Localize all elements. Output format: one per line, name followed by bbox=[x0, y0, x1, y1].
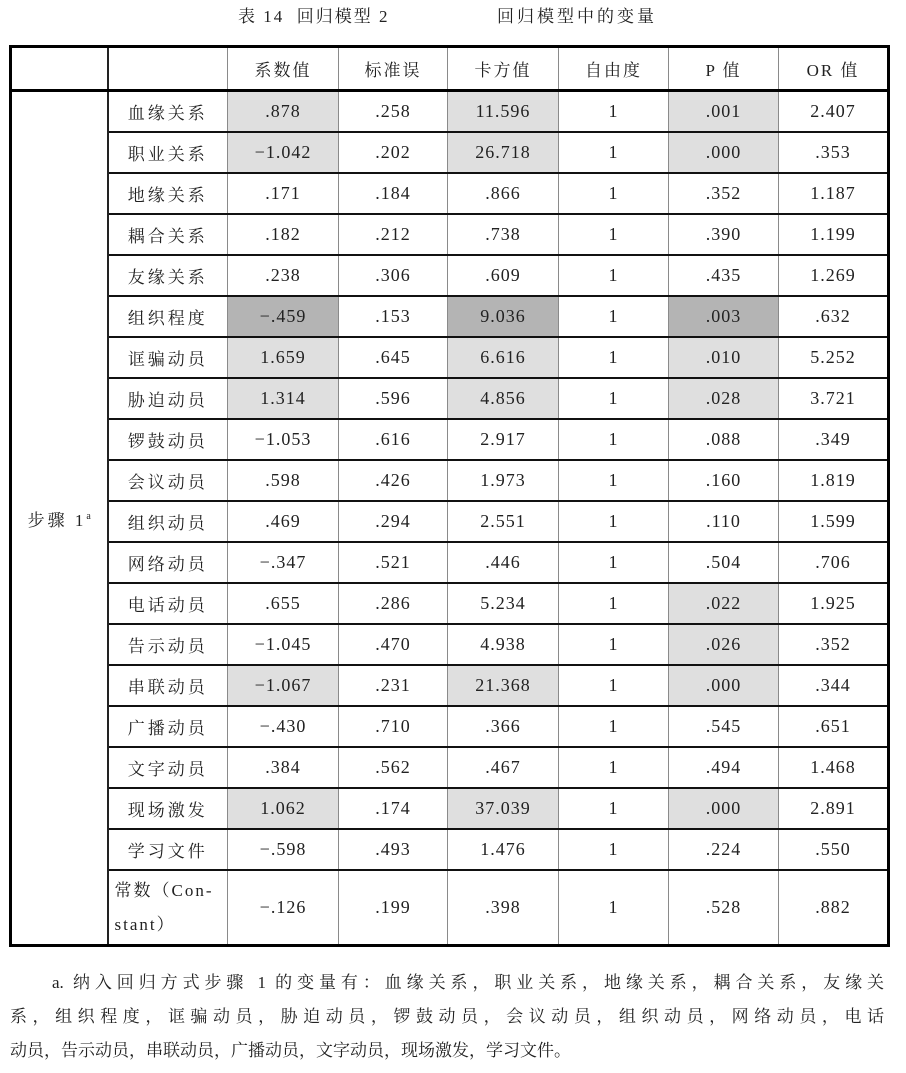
coef-cell: .238 bbox=[228, 255, 339, 296]
chi-cell: 11.596 bbox=[448, 91, 559, 133]
chi-cell: 21.368 bbox=[448, 665, 559, 706]
table-subtitle: 回归模型中的变量 bbox=[497, 7, 657, 26]
se-cell: .258 bbox=[339, 91, 448, 133]
header-or-value: OR 值 bbox=[779, 47, 889, 91]
coef-cell: .384 bbox=[228, 747, 339, 788]
table-row bbox=[11, 296, 889, 337]
se-cell: .645 bbox=[339, 337, 448, 378]
chi-cell: .866 bbox=[448, 173, 559, 214]
df-cell: 1 bbox=[559, 296, 669, 337]
table-row bbox=[11, 829, 889, 870]
header-df: 自由度 bbox=[559, 47, 669, 91]
df-cell: 1 bbox=[559, 583, 669, 624]
chi-cell: 26.718 bbox=[448, 132, 559, 173]
se-cell: .493 bbox=[339, 829, 448, 870]
or-cell: 2.891 bbox=[779, 788, 889, 829]
se-cell: .286 bbox=[339, 583, 448, 624]
p-cell: .010 bbox=[669, 337, 779, 378]
variable-name: 血缘关系 bbox=[108, 91, 228, 133]
or-cell: 1.468 bbox=[779, 747, 889, 788]
p-cell: .000 bbox=[669, 132, 779, 173]
table-row bbox=[11, 624, 889, 665]
variable-name: 组织动员 bbox=[108, 501, 228, 542]
variable-name: 胁迫动员 bbox=[108, 378, 228, 419]
variable-name: 友缘关系 bbox=[108, 255, 228, 296]
or-cell: .882 bbox=[779, 870, 889, 946]
df-cell: 1 bbox=[559, 132, 669, 173]
coef-cell: .182 bbox=[228, 214, 339, 255]
df-cell: 1 bbox=[559, 706, 669, 747]
or-cell: .632 bbox=[779, 296, 889, 337]
or-cell: 1.819 bbox=[779, 460, 889, 501]
coef-cell: −1.053 bbox=[228, 419, 339, 460]
coef-cell: .878 bbox=[228, 91, 339, 133]
chi-cell: 9.036 bbox=[448, 296, 559, 337]
or-cell: 1.925 bbox=[779, 583, 889, 624]
coef-cell: −.126 bbox=[228, 870, 339, 946]
table-row bbox=[11, 91, 889, 133]
se-cell: .616 bbox=[339, 419, 448, 460]
se-cell: .470 bbox=[339, 624, 448, 665]
table-row bbox=[11, 583, 889, 624]
df-cell: 1 bbox=[559, 501, 669, 542]
p-cell: .110 bbox=[669, 501, 779, 542]
variable-name: 锣鼓动员 bbox=[108, 419, 228, 460]
header-blank-variable bbox=[108, 47, 228, 91]
or-cell: .550 bbox=[779, 829, 889, 870]
coef-cell: 1.314 bbox=[228, 378, 339, 419]
or-cell: 5.252 bbox=[779, 337, 889, 378]
variable-name: 组织程度 bbox=[108, 296, 228, 337]
chi-cell: 37.039 bbox=[448, 788, 559, 829]
p-cell: .000 bbox=[669, 665, 779, 706]
p-cell: .352 bbox=[669, 173, 779, 214]
df-cell: 1 bbox=[559, 665, 669, 706]
chi-cell: .609 bbox=[448, 255, 559, 296]
header-blank-step bbox=[11, 47, 108, 91]
df-cell: 1 bbox=[559, 378, 669, 419]
table-row bbox=[11, 132, 889, 173]
chi-cell: 4.856 bbox=[448, 378, 559, 419]
table-row bbox=[11, 788, 889, 829]
variable-name: 学习文件 bbox=[108, 829, 228, 870]
p-cell: .026 bbox=[669, 624, 779, 665]
df-cell: 1 bbox=[559, 829, 669, 870]
p-cell: .545 bbox=[669, 706, 779, 747]
df-cell: 1 bbox=[559, 460, 669, 501]
p-cell: .390 bbox=[669, 214, 779, 255]
coef-cell: .469 bbox=[228, 501, 339, 542]
coef-cell: −1.067 bbox=[228, 665, 339, 706]
or-cell: 3.721 bbox=[779, 378, 889, 419]
header-chi-square: 卡方值 bbox=[448, 47, 559, 91]
p-cell: .028 bbox=[669, 378, 779, 419]
constant-name bbox=[108, 870, 228, 946]
coef-cell: −.430 bbox=[228, 706, 339, 747]
coef-cell: .655 bbox=[228, 583, 339, 624]
chi-cell: 2.551 bbox=[448, 501, 559, 542]
variable-name: 耦合关系 bbox=[108, 214, 228, 255]
coef-cell: 1.062 bbox=[228, 788, 339, 829]
chi-cell: .398 bbox=[448, 870, 559, 946]
header-se: 标准误 bbox=[339, 47, 448, 91]
or-cell: .651 bbox=[779, 706, 889, 747]
p-cell: .022 bbox=[669, 583, 779, 624]
footnote-line: a. 纳入回归方式步骤 1 的变量有：血缘关系，职业关系，地缘关系，耦合关系，友缘关 bbox=[52, 973, 884, 992]
table-caption bbox=[0, 6, 906, 30]
or-cell: .344 bbox=[779, 665, 889, 706]
coef-cell: −1.042 bbox=[228, 132, 339, 173]
step-label bbox=[11, 91, 108, 946]
p-cell: .435 bbox=[669, 255, 779, 296]
coef-cell: .171 bbox=[228, 173, 339, 214]
or-cell: .349 bbox=[779, 419, 889, 460]
p-cell: .528 bbox=[669, 870, 779, 946]
or-cell: 2.407 bbox=[779, 91, 889, 133]
df-cell: 1 bbox=[559, 788, 669, 829]
se-cell: .184 bbox=[339, 173, 448, 214]
p-cell: .504 bbox=[669, 542, 779, 583]
df-cell: 1 bbox=[559, 337, 669, 378]
coef-cell: −1.045 bbox=[228, 624, 339, 665]
se-cell: .212 bbox=[339, 214, 448, 255]
table-row bbox=[11, 214, 889, 255]
coef-cell: −.347 bbox=[228, 542, 339, 583]
constant-row bbox=[11, 870, 889, 946]
variable-name: 文字动员 bbox=[108, 747, 228, 788]
df-cell: 1 bbox=[559, 91, 669, 133]
chi-cell: .446 bbox=[448, 542, 559, 583]
table-row bbox=[11, 542, 889, 583]
se-cell: .153 bbox=[339, 296, 448, 337]
footnote-line: 系，组织程度，诓骗动员，胁迫动员，锣鼓动员，会议动员，组织动员，网络动员，电话 bbox=[10, 1007, 884, 1026]
variable-name: 告示动员 bbox=[108, 624, 228, 665]
table-number-title: 表 14 回归模型 2 bbox=[238, 7, 390, 26]
table-row bbox=[11, 173, 889, 214]
df-cell: 1 bbox=[559, 214, 669, 255]
se-cell: .174 bbox=[339, 788, 448, 829]
chi-cell: 4.938 bbox=[448, 624, 559, 665]
df-cell: 1 bbox=[559, 870, 669, 946]
footnote-marker: a bbox=[86, 510, 91, 522]
or-cell: .706 bbox=[779, 542, 889, 583]
or-cell: 1.269 bbox=[779, 255, 889, 296]
p-cell: .494 bbox=[669, 747, 779, 788]
variable-name: 地缘关系 bbox=[108, 173, 228, 214]
se-cell: .596 bbox=[339, 378, 448, 419]
se-cell: .306 bbox=[339, 255, 448, 296]
table-row bbox=[11, 706, 889, 747]
header-coef: 系数值 bbox=[228, 47, 339, 91]
variable-name: 网络动员 bbox=[108, 542, 228, 583]
header-p-value: P 值 bbox=[669, 47, 779, 91]
table-row bbox=[11, 501, 889, 542]
df-cell: 1 bbox=[559, 255, 669, 296]
df-cell: 1 bbox=[559, 173, 669, 214]
or-cell: 1.199 bbox=[779, 214, 889, 255]
variable-name: 串联动员 bbox=[108, 665, 228, 706]
variable-name: 职业关系 bbox=[108, 132, 228, 173]
se-cell: .710 bbox=[339, 706, 448, 747]
coef-cell: −.598 bbox=[228, 829, 339, 870]
or-cell: .353 bbox=[779, 132, 889, 173]
table-row bbox=[11, 460, 889, 501]
variable-name: 广播动员 bbox=[108, 706, 228, 747]
se-cell: .202 bbox=[339, 132, 448, 173]
coef-cell: −.459 bbox=[228, 296, 339, 337]
p-cell: .224 bbox=[669, 829, 779, 870]
p-cell: .000 bbox=[669, 788, 779, 829]
chi-cell: .366 bbox=[448, 706, 559, 747]
table-row bbox=[11, 337, 889, 378]
se-cell: .521 bbox=[339, 542, 448, 583]
regression-variables-table bbox=[9, 45, 890, 947]
se-cell: .231 bbox=[339, 665, 448, 706]
p-cell: .160 bbox=[669, 460, 779, 501]
table-row bbox=[11, 747, 889, 788]
df-cell: 1 bbox=[559, 542, 669, 583]
constant-name-line2: stant） bbox=[114, 914, 176, 934]
df-cell: 1 bbox=[559, 419, 669, 460]
table-row bbox=[11, 255, 889, 296]
chi-cell: .738 bbox=[448, 214, 559, 255]
coef-cell: .598 bbox=[228, 460, 339, 501]
constant-name-line1: 常数（Con- bbox=[114, 880, 214, 900]
p-cell: .003 bbox=[669, 296, 779, 337]
se-cell: .199 bbox=[339, 870, 448, 946]
table-row bbox=[11, 665, 889, 706]
se-cell: .426 bbox=[339, 460, 448, 501]
footnote-line: 动员，告示动员，串联动员，广播动员，文字动员，现场激发，学习文件。 bbox=[10, 1041, 571, 1060]
chi-cell: 6.616 bbox=[448, 337, 559, 378]
step-text: 步骤 1 bbox=[27, 510, 87, 530]
or-cell: 1.187 bbox=[779, 173, 889, 214]
variable-name: 电话动员 bbox=[108, 583, 228, 624]
or-cell: 1.599 bbox=[779, 501, 889, 542]
table-row bbox=[11, 419, 889, 460]
header-row bbox=[11, 47, 889, 91]
p-cell: .001 bbox=[669, 91, 779, 133]
variable-name: 会议动员 bbox=[108, 460, 228, 501]
se-cell: .294 bbox=[339, 501, 448, 542]
chi-cell: 1.973 bbox=[448, 460, 559, 501]
coef-cell: 1.659 bbox=[228, 337, 339, 378]
df-cell: 1 bbox=[559, 747, 669, 788]
p-cell: .088 bbox=[669, 419, 779, 460]
chi-cell: .467 bbox=[448, 747, 559, 788]
table-row bbox=[11, 378, 889, 419]
df-cell: 1 bbox=[559, 624, 669, 665]
se-cell: .562 bbox=[339, 747, 448, 788]
chi-cell: 5.234 bbox=[448, 583, 559, 624]
chi-cell: 1.476 bbox=[448, 829, 559, 870]
chi-cell: 2.917 bbox=[448, 419, 559, 460]
table-footnote bbox=[10, 966, 884, 1068]
variable-name: 诓骗动员 bbox=[108, 337, 228, 378]
or-cell: .352 bbox=[779, 624, 889, 665]
variable-name: 现场激发 bbox=[108, 788, 228, 829]
